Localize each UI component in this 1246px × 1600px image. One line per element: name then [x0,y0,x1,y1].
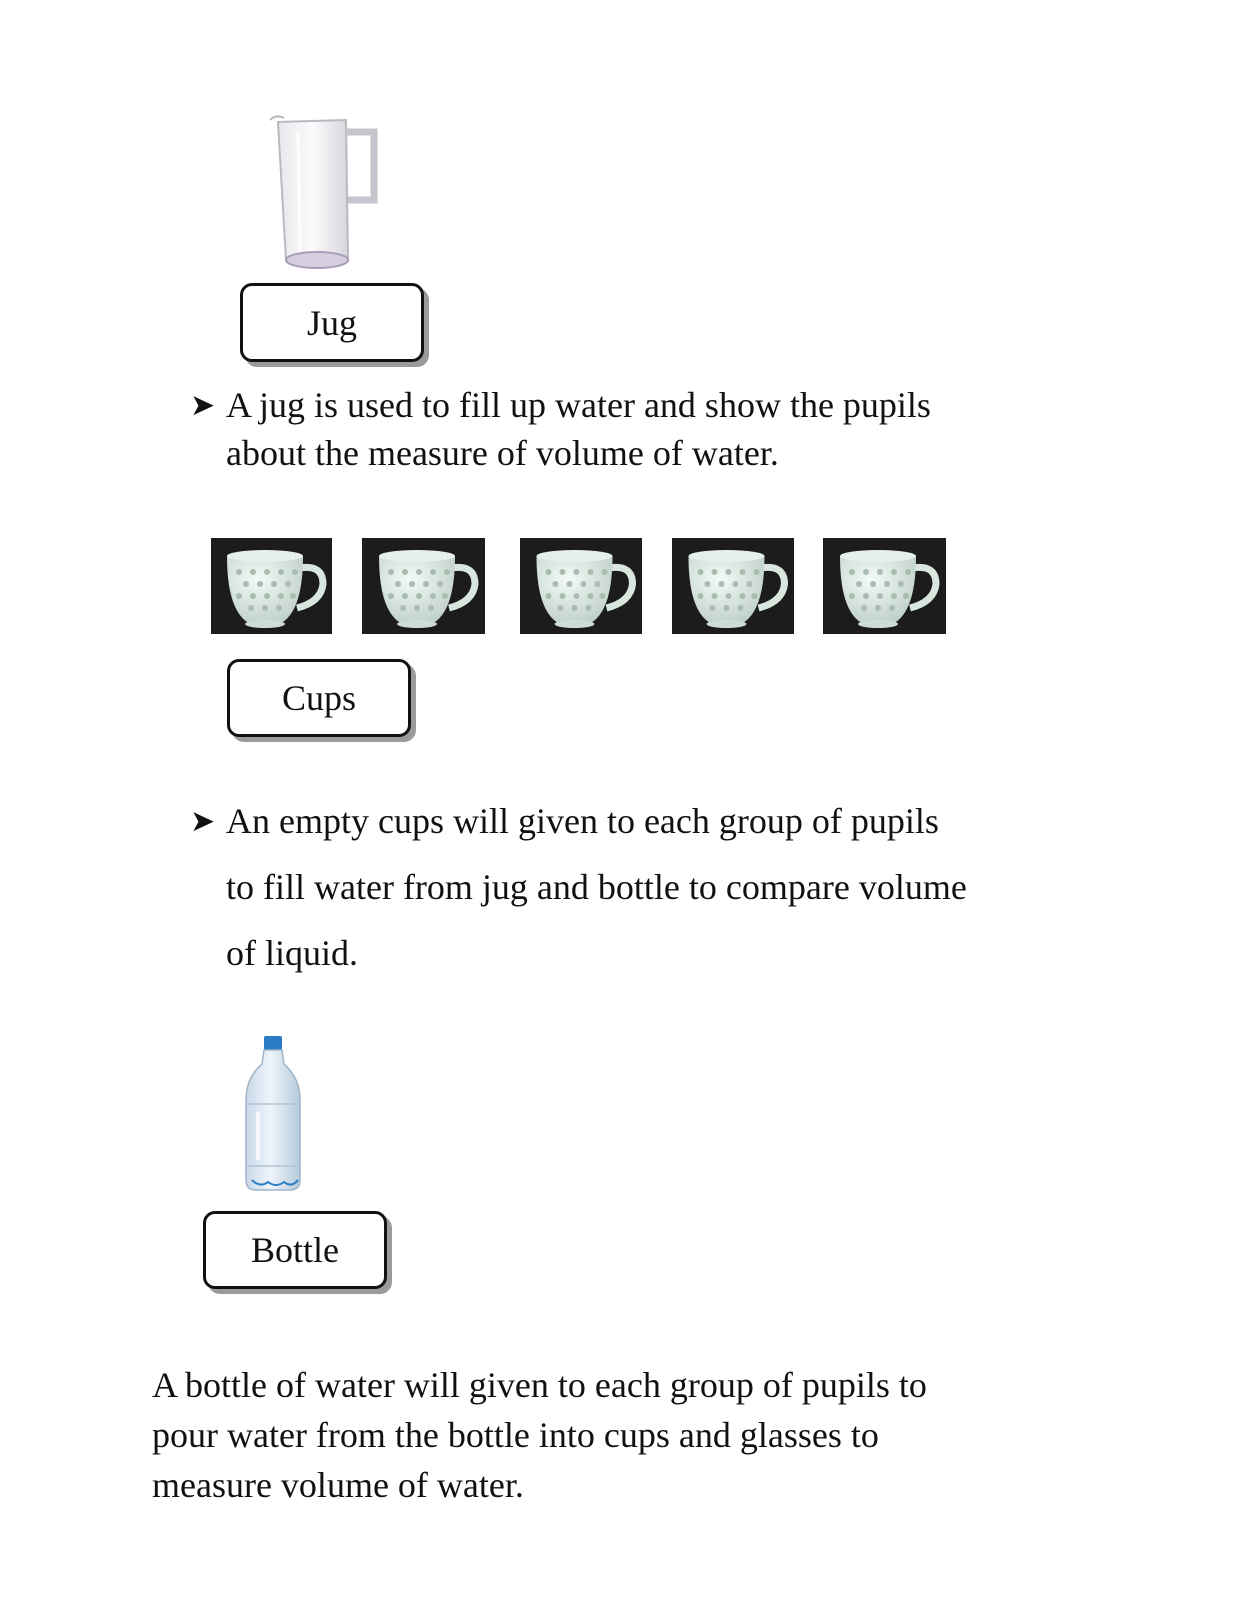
cup-image [672,538,794,634]
bottle-label: Bottle [203,1211,387,1289]
bullet2-line2: to fill water from jug and bottle to compare volume [226,867,967,907]
cup-image [823,538,946,634]
cup-image [520,538,642,634]
cup-image [211,538,332,634]
bullet1-line2: about the measure of volume of water. [226,433,779,473]
jug-label: Jug [240,283,424,362]
bullet1-line1: A jug is used to fill up water and show the pupils [226,385,931,425]
arrowhead-bullet-icon: ➤ [190,805,216,838]
cup-image [362,538,485,634]
closing-line1: A bottle of water will given to each group of pupils to [152,1365,927,1405]
closing-line2: pour water from the bottle into cups and glasses to [152,1415,879,1455]
arrowhead-bullet-icon: ➤ [190,389,216,422]
bullet2-line1: An empty cups will given to each group of pupils [226,801,939,841]
jug-image [268,112,388,272]
closing-line3: measure volume of water. [152,1465,524,1505]
cups-label: Cups [227,659,411,737]
bullet2-line3: of liquid. [226,933,358,973]
bottle-image [240,1034,306,1194]
